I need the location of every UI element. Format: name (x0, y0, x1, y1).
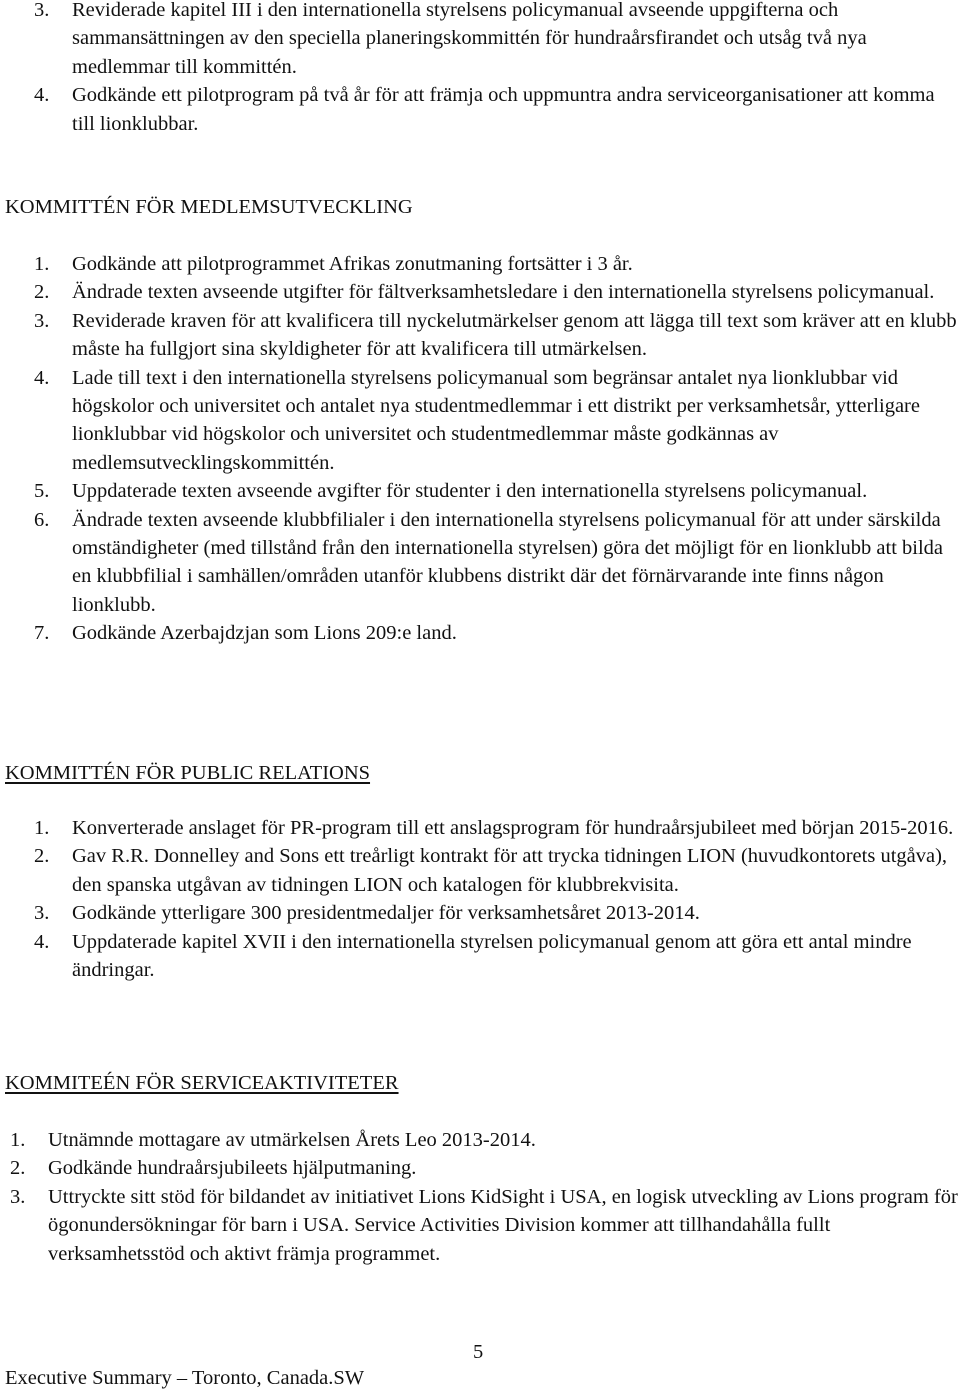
list-item (0, 619, 960, 647)
item-text: Godkände att pilotprogrammet Afrikas zonutmaning fortsätter i 3 år. (72, 253, 633, 275)
item-number: 5. (34, 480, 50, 503)
item-number: 7. (34, 622, 50, 645)
item-number: 3. (34, 902, 50, 925)
section-heading-public-relations: KOMMITTÉN FÖR PUBLIC RELATIONS (5, 762, 371, 784)
item-text: Godkände ytterligare 300 presidentmedaljer för verksamhetsåret 2013-2014. (72, 902, 700, 925)
item-number: 4. (34, 84, 50, 107)
list-item (0, 0, 960, 81)
item-number: 4. (34, 366, 50, 389)
list-item (0, 1183, 960, 1268)
footer-text: Executive Summary – Toronto, Canada.SW (5, 1367, 365, 1389)
item-text: Godkände Azerbajdzjan som Lions 209:e land. (72, 622, 457, 645)
list-item (0, 1154, 960, 1182)
item-text: Godkände hundraårsjubileets hjälputmaning. (48, 1157, 417, 1180)
item-text: Reviderade kraven för att kvalificera till nyckelutmärkelser genom att lägga till text som kräver att en klubb måste ha fullgjort sina skyldigheter för att kvalificera till utmärkelsen. (72, 309, 957, 361)
item-number: 3. (34, 0, 50, 21)
list-item (0, 477, 960, 505)
list-item (0, 1126, 960, 1154)
list-item (0, 307, 960, 364)
item-text: Lade till text i den internationella styrelsens policymanual som begränsar antalet nya lionklubbar vid högskolor och universitet och antalet nya studentmedlemmar i ett distrikt per verksamhetsår, ytterligare lionklubbar vid högskolor och universitet och studentmedlemmar måste godkännas av medlemsutvecklingskommittén. (72, 366, 920, 474)
item-text: Gav R.R. Donnelley and Sons ett treårligt kontrakt för att trycka tidningen LION (huvudkontorets utgåva), den spanska utgåvan av tidningen LION och katalogen för klubbrekvisita. (72, 845, 948, 896)
item-number: 6. (34, 508, 50, 531)
section-heading-serviceaktiviteter: KOMMITEÉN FÖR SERVICEAKTIVITETER (5, 1072, 399, 1094)
list-item (0, 81, 960, 138)
item-text: Reviderade kapitel III i den internationella styrelsens policymanual avseende uppgifterna och sammansättningen av den speciella planeringskommittén för hundraårsfirandet och utsåg två nya medlemmar till kommittén. (72, 0, 867, 78)
item-text: Uppdaterade kapitel XVII i den internationella styrelsen policymanual genom att göra ett antal mindre ändringar. (72, 930, 912, 982)
item-number: 3. (34, 309, 50, 332)
list-item (0, 899, 960, 927)
serviceaktiviteter-list (0, 1126, 960, 1268)
item-text: Ändrade texten avseende klubbfilialer i den internationella styrelsens policymanual för att under särskilda omständigheter (med tillstånd från den internationella styrelsen) göra det möjligt för en lionklubb att bilda en klubbfilial i samhällen/områden utanför klubbens distrikt där det förnärvarande inte finns någon lionklubb. (72, 508, 944, 616)
list-item (0, 814, 960, 842)
item-number: 2. (34, 845, 50, 868)
list-item (0, 278, 960, 306)
public-relations-list (0, 814, 960, 984)
item-text: Godkände ett pilotprogram på två år för att främja och uppmuntra andra serviceorganisationer att komma till lionklubbar. (72, 84, 935, 135)
list-item (0, 250, 960, 278)
item-text: Uppdaterade texten avseende avgifter för studenter i den internationella styrelsens policymanual. (72, 480, 868, 503)
list-item (0, 928, 960, 985)
item-number: 1. (34, 253, 50, 275)
item-text: Uttryckte sitt stöd för bildandet av initiativet Lions KidSight i USA, en logisk utveckling av Lions program för ögonundersökningar för barn i USA. Service Activities Division kommer att tillhandahålla fullt verksamhetsstöd och aktivt främja programmet. (48, 1185, 958, 1265)
item-number: 2. (10, 1157, 26, 1180)
list-item (0, 506, 960, 620)
item-text: Utnämnde mottagare av utmärkelsen Årets Leo 2013-2014. (48, 1129, 536, 1151)
page-number: 5 (473, 1341, 484, 1363)
item-text: Konverterade anslaget för PR-program till ett anslagsprogram för hundraårsjubileet med början 2015-2016. (72, 817, 954, 839)
item-number: 3. (10, 1185, 26, 1208)
item-number: 1. (34, 817, 50, 839)
list-item (0, 842, 960, 899)
item-text: Ändrade texten avseende utgifter för fältverksamhetsledare i den internationella styrelsens policymanual. (72, 281, 935, 304)
medlemsutveckling-list (0, 250, 960, 648)
item-number: 1. (10, 1129, 26, 1151)
item-number: 2. (34, 281, 50, 304)
section-heading-medlemsutveckling: KOMMITTÉN FÖR MEDLEMSUTVECKLING (5, 196, 413, 218)
list-item (0, 364, 960, 478)
item-number: 4. (34, 930, 50, 953)
top-list (0, 0, 960, 138)
